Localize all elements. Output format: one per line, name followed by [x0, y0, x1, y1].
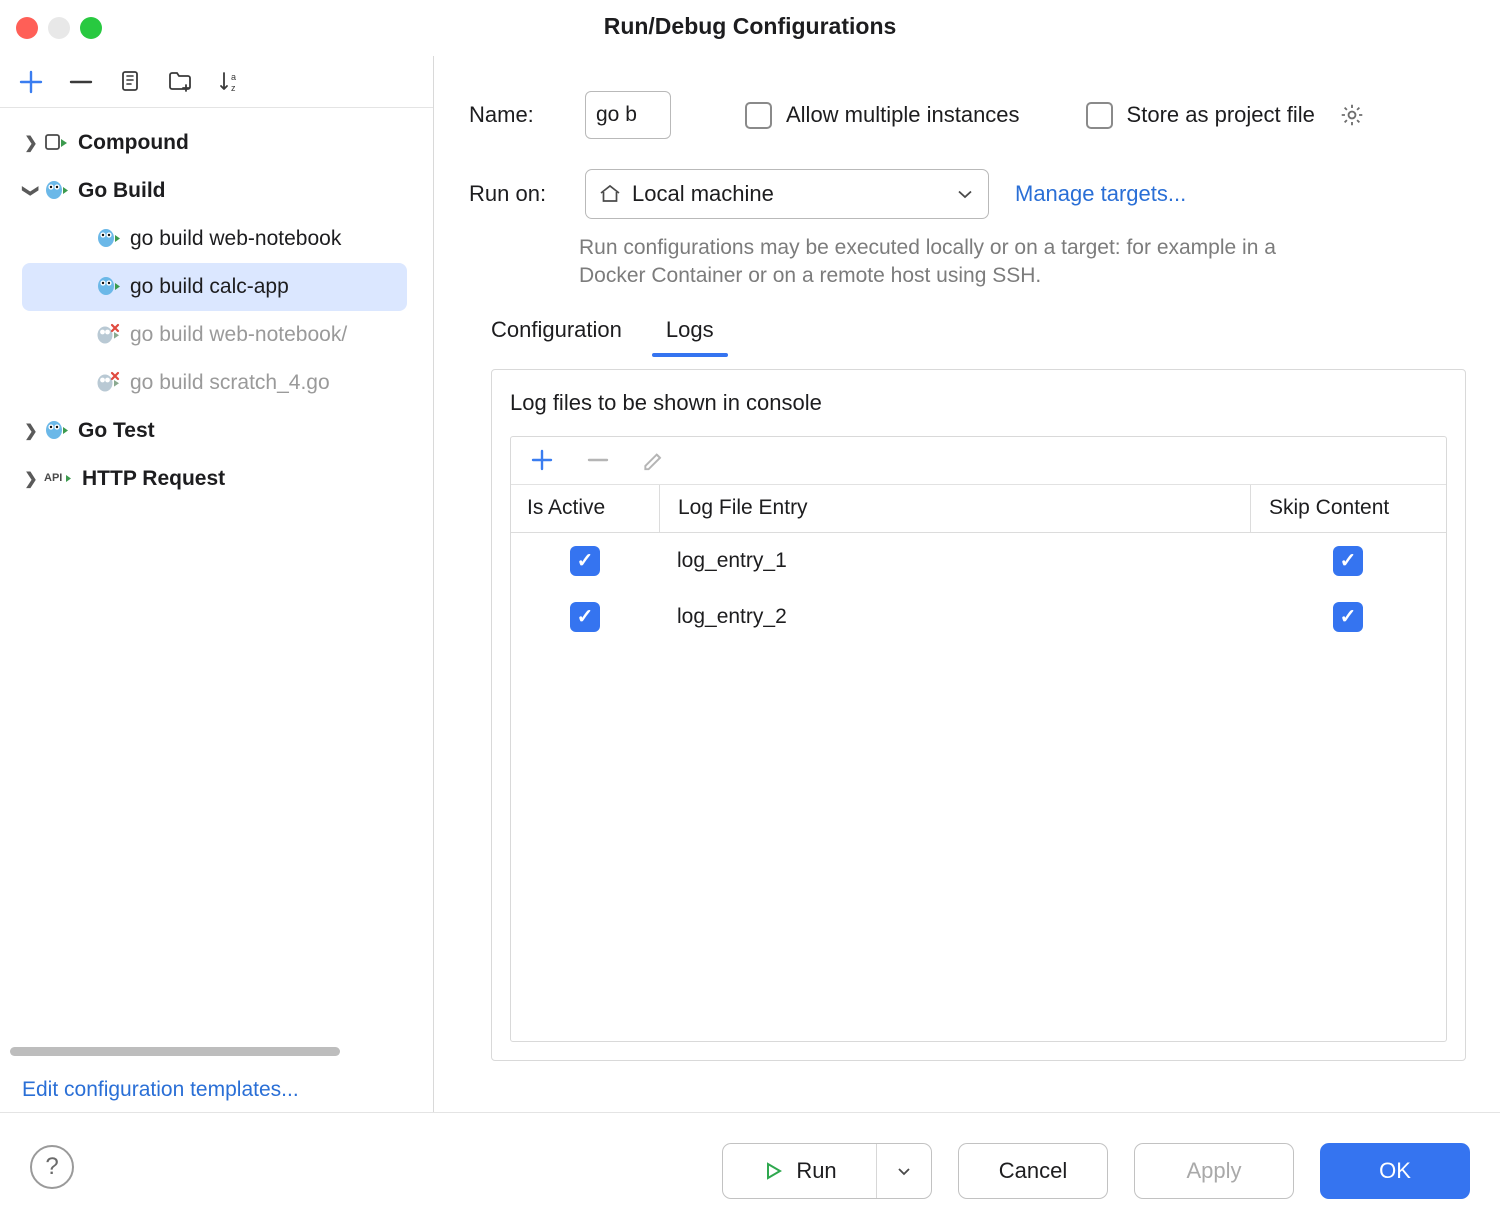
- tree-item-go-build-calc-app[interactable]: [22, 263, 407, 311]
- column-header-skip-content: Skip Content: [1250, 485, 1446, 532]
- run-on-label: Run on:: [469, 181, 547, 206]
- chevron-right-icon[interactable]: ❯: [24, 471, 38, 488]
- run-on-row: [469, 168, 1470, 220]
- allow-multiple-instances-label: Allow multiple instances: [786, 102, 1020, 127]
- copy-icon[interactable]: [116, 67, 146, 97]
- manage-targets-link[interactable]: Manage targets...: [1015, 181, 1187, 206]
- go-gopher-icon: [96, 227, 122, 251]
- name-label: Name:: [469, 102, 534, 127]
- ok-button[interactable]: OK: [1320, 1143, 1470, 1199]
- store-as-project-file-label: Store as project file: [1126, 102, 1315, 127]
- editor-tabs: [491, 317, 1470, 357]
- gear-icon[interactable]: [1339, 102, 1365, 128]
- go-gopher-error-icon: [96, 371, 122, 395]
- run-button[interactable]: [722, 1143, 932, 1199]
- is-active-checkbox[interactable]: ✓: [570, 546, 600, 576]
- skip-content-cell[interactable]: [1250, 546, 1446, 576]
- configurations-tree[interactable]: [0, 109, 433, 1026]
- skip-content-cell[interactable]: [1250, 602, 1446, 632]
- sidebar-toolbar: [0, 56, 433, 108]
- svg-text:a: a: [231, 71, 237, 82]
- go-gopher-icon: [96, 275, 122, 299]
- allow-multiple-instances-checkbox[interactable]: [745, 102, 772, 129]
- apply-button[interactable]: Apply: [1134, 1143, 1294, 1199]
- store-as-project-file-row[interactable]: [1086, 102, 1365, 129]
- allow-multiple-instances-row[interactable]: [745, 102, 1020, 129]
- tree-item-label: go build web-notebook/: [130, 323, 348, 346]
- tree-item-go-build-web-notebook[interactable]: [0, 215, 433, 263]
- tab-logs[interactable]: Logs: [666, 317, 714, 357]
- run-dropdown-caret-icon[interactable]: [877, 1161, 931, 1181]
- play-icon: [762, 1160, 784, 1182]
- tree-item-go-build-scratch-4[interactable]: [0, 359, 433, 407]
- page-title: Run/Debug Configurations: [603, 13, 897, 39]
- new-folder-icon[interactable]: [166, 67, 196, 97]
- run-on-hint: Run configurations may be executed locally or on a target: for example in a Docker Container or on a remote host using SSH.: [579, 236, 1276, 288]
- tree-item-label: HTTP Request: [82, 467, 226, 490]
- remove-icon[interactable]: [66, 67, 96, 97]
- sort-alphabetically-icon[interactable]: [216, 67, 246, 97]
- go-gopher-icon: [44, 179, 70, 203]
- cancel-button[interactable]: Cancel: [958, 1143, 1108, 1199]
- home-icon: [598, 182, 622, 206]
- is-active-cell[interactable]: [511, 546, 659, 576]
- tree-item-label: go build web-notebook: [130, 227, 342, 250]
- help-button[interactable]: ?: [30, 1145, 74, 1189]
- compound-icon: [44, 131, 70, 155]
- edit-pencil-icon[interactable]: [639, 445, 669, 475]
- tree-group-go-test[interactable]: [0, 407, 433, 455]
- dialog-footer: [0, 1112, 1500, 1230]
- is-active-checkbox[interactable]: ✓: [570, 602, 600, 632]
- name-input[interactable]: [585, 91, 671, 139]
- tree-item-label: go build scratch_4.go: [130, 371, 330, 394]
- remove-icon[interactable]: [583, 445, 613, 475]
- logs-panel-title: Log files to be shown in console: [510, 389, 822, 415]
- tree-group-compound[interactable]: [0, 119, 433, 167]
- chevron-right-icon[interactable]: ❯: [24, 135, 38, 152]
- tree-item-label: Go Test: [78, 419, 155, 442]
- tree-item-label: Compound: [78, 131, 189, 154]
- chevron-down-icon[interactable]: ❯: [22, 184, 39, 198]
- tree-group-go-build[interactable]: [0, 167, 433, 215]
- tree-item-go-build-web-notebook-error[interactable]: [0, 311, 433, 359]
- run-on-combobox[interactable]: [585, 169, 989, 219]
- logs-panel: [491, 369, 1466, 1061]
- api-icon: [44, 467, 74, 491]
- log-files-table: [510, 436, 1447, 1042]
- configurations-sidebar: [0, 56, 434, 1112]
- store-as-project-file-checkbox[interactable]: [1086, 102, 1113, 129]
- tree-item-label: Go Build: [78, 179, 166, 202]
- chevron-down-icon[interactable]: [954, 183, 976, 205]
- tree-item-label: go build calc-app: [130, 275, 289, 298]
- add-icon[interactable]: [527, 445, 557, 475]
- tree-group-http-request[interactable]: [0, 455, 433, 503]
- add-icon[interactable]: [16, 67, 46, 97]
- name-row: [469, 90, 1470, 140]
- log-files-toolbar: [511, 437, 1446, 485]
- tab-configuration[interactable]: Configuration: [491, 316, 622, 342]
- svg-text:z: z: [231, 82, 236, 93]
- sidebar-horizontal-scrollbar[interactable]: [10, 1047, 340, 1056]
- go-gopher-error-icon: [96, 323, 122, 347]
- run-on-value: Local machine: [632, 181, 774, 206]
- configuration-editor: [434, 56, 1500, 1112]
- skip-content-checkbox[interactable]: ✓: [1333, 602, 1363, 632]
- log-file-entry-cell: log_entry_2: [677, 604, 787, 628]
- table-row[interactable]: [511, 533, 1446, 589]
- footer-buttons: [722, 1143, 1470, 1199]
- skip-content-checkbox[interactable]: ✓: [1333, 546, 1363, 576]
- is-active-cell[interactable]: [511, 602, 659, 632]
- edit-configuration-templates-link[interactable]: Edit configuration templates...: [22, 1078, 299, 1101]
- column-header-is-active: Is Active: [527, 496, 606, 520]
- svg-text:API: API: [44, 472, 63, 484]
- log-files-table-header: [511, 485, 1446, 533]
- go-test-icon: [44, 419, 70, 443]
- title-bar: [0, 0, 1500, 56]
- run-button-label: Run: [796, 1158, 837, 1183]
- table-row[interactable]: [511, 589, 1446, 645]
- column-header-log-file-entry: Log File Entry: [659, 485, 1250, 532]
- log-file-entry-cell: log_entry_1: [677, 548, 787, 572]
- chevron-right-icon[interactable]: ❯: [24, 423, 38, 440]
